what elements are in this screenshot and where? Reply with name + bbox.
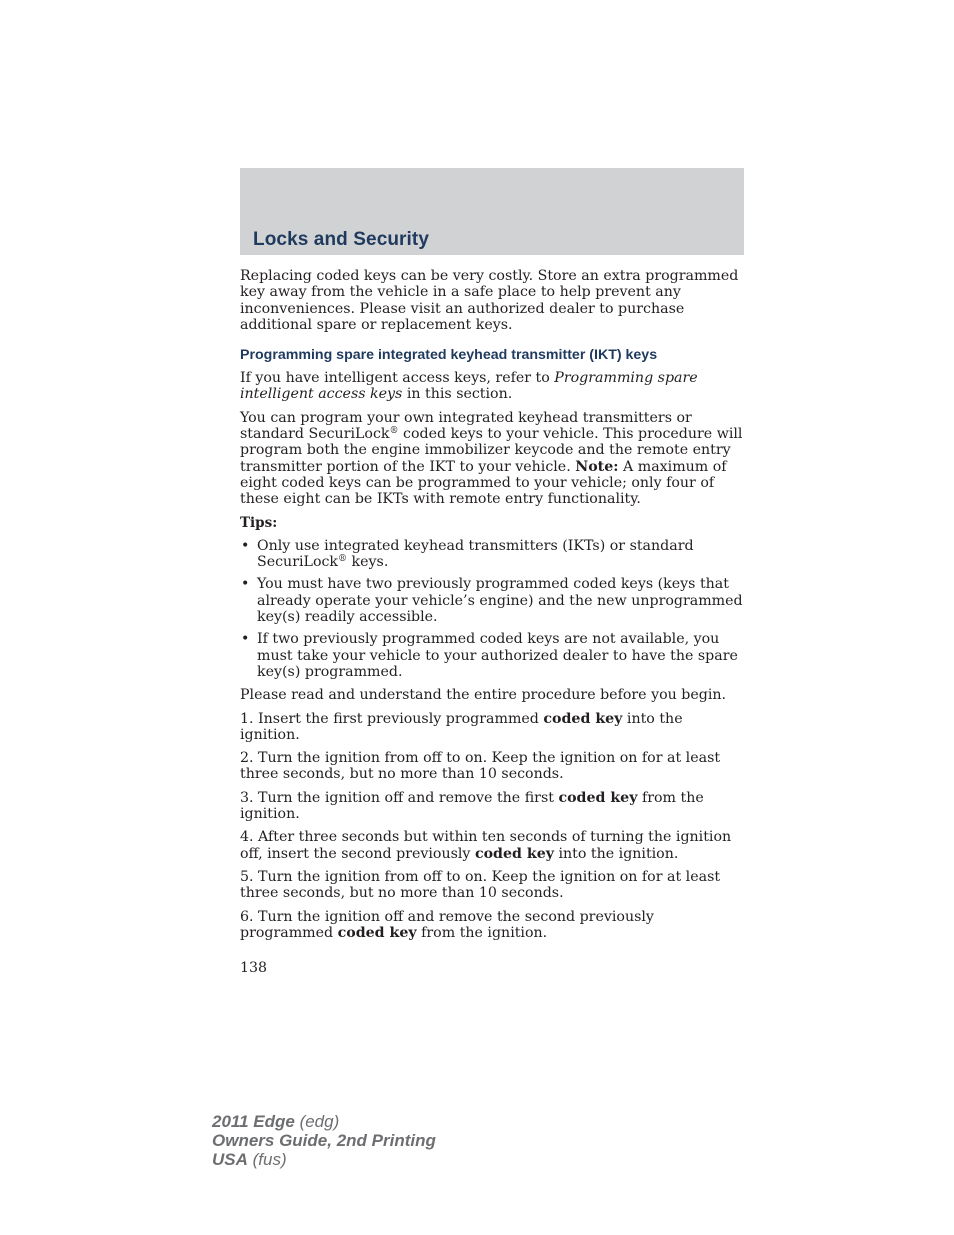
section-title: Locks and Security [253, 229, 430, 250]
page-number: 138 [240, 960, 268, 976]
subsection-heading: Programming spare integrated keyhead transmitter (IKT) keys [240, 347, 658, 364]
procedure-step: 6. Turn the ignition off and remove the second previously programmed coded key from the ignition. [240, 908, 654, 941]
procedure-intro: Please read and understand the entire procedure before you begin. [240, 687, 727, 704]
procedure-step: 2. Turn the ignition from off to on. Keep the ignition on for at least three seconds, but no more than 10 seconds. [240, 750, 721, 783]
document-footer [212, 1112, 436, 1169]
footer-line-model: 2011 Edge (edg) [212, 1112, 340, 1131]
procedure-step: 4. After three seconds but within ten seconds of turning the ignition off, insert the second previously coded key into the ignition. [240, 829, 732, 862]
procedure-step: 5. Turn the ignition from off to on. Keep the ignition on for at least three seconds, but no more than 10 seconds. [240, 868, 721, 902]
procedure-step: 1. Insert the first previously programmed coded key into the ignition. [240, 710, 683, 743]
intro-paragraph: Replacing coded keys can be very costly. Store an extra programmed key away from the vehicle in a safe place to help prevent any inconveniences. Please visit an authorized dealer to purchase additional spare or replacement keys. [240, 268, 739, 333]
bullet-icon: • [241, 576, 250, 593]
bullet-icon: • [241, 537, 250, 554]
footer-line-guide: Owners Guide, 2nd Printing [212, 1131, 436, 1150]
tips-label: Tips: [240, 514, 278, 531]
footer-line-region: USA (fus) [212, 1150, 287, 1169]
bullet-icon: • [241, 631, 250, 648]
list-item: • You must have two previously programmed coded keys (keys that already operate your vehicle’s engine) and the new unprogrammed key(s) readily accessible. [241, 576, 743, 626]
list-item: • Only use integrated keyhead transmitters (IKTs) or standard SecuriLock® keys. [241, 537, 694, 571]
procedure-step: 3. Turn the ignition off and remove the first coded key from the ignition. [240, 789, 704, 823]
registered-mark: ® [338, 554, 348, 565]
section-header-band [240, 168, 744, 255]
cross-reference-link-text: Programming spare intelligent access keys [240, 370, 698, 403]
page-content [240, 268, 746, 948]
note-label: Note: [575, 458, 619, 475]
tips-list [240, 538, 746, 680]
registered-mark: ® [389, 426, 399, 437]
programming-description-paragraph: You can program your own integrated keyhead transmitters or standard SecuriLock® coded keys to your vehicle. This procedure will program both the engine immobilizer keycode and the remote entry transmitter portion of the IKT to your vehicle. Note: A maximum of eight coded keys can be programmed to your vehicle; only four of these eight can be IKTs with remote entry functionality. [240, 409, 743, 508]
list-item: • If two previously programmed coded keys are not available, you must take your vehicle to your authorized dealer to have the spare key(s) programmed. [241, 631, 738, 680]
ikt-reference-paragraph: If you have intelligent access keys, refer to Programming spare intelligent access keys in this section. [240, 370, 698, 403]
